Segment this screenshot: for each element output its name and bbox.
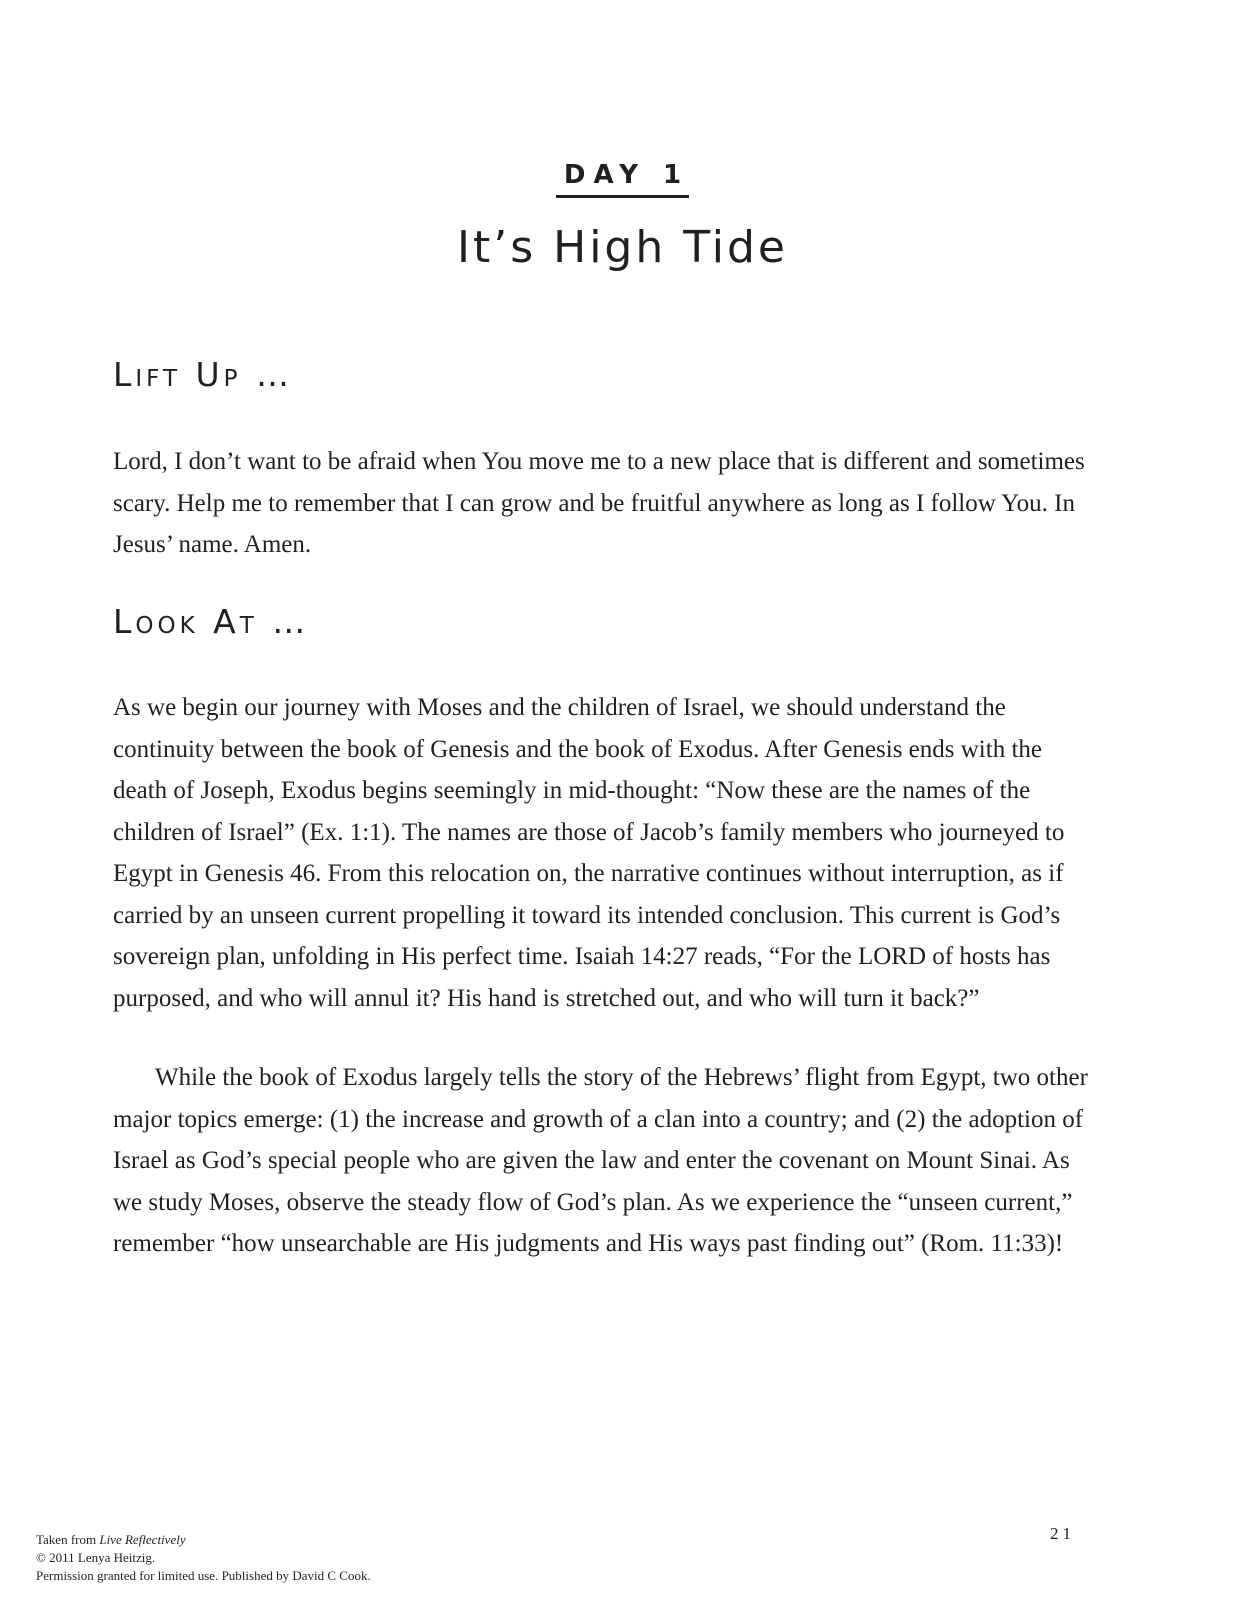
footer-copyright: © 2011 Lenya Heitzig. bbox=[36, 1550, 156, 1565]
day-label-text: DAY 1 bbox=[556, 160, 689, 198]
book-title: Live Reflectively bbox=[99, 1532, 186, 1547]
body-paragraph-1: As we begin our journey with Moses and the children of Israel, we should understand the continuity between the book of Genesis and the book of Exodus. After Genesis ends with the death of Joseph, Exodus begins seemingly in mid-thought: “Now these are the names of the children of Israel” (Ex. 1:1). The names are those of Jacob’s family members who journeyed to Egypt in Genesis 46. From this relocation on, the narrative continues without interruption, as if carried by an unseen current propelling it toward its intended conclusion. This current is God’s sovereign plan, unfolding in His perfect time. Isaiah 14:27 reads, “For the LORD of hosts has purposed, and who will annul it? His hand is stretched out, and who will turn it back?” bbox=[113, 694, 1065, 1012]
section-heading-look-at: Look At … bbox=[113, 602, 310, 641]
footer-permission: Permission granted for limited use. Published by David C Cook. bbox=[36, 1568, 371, 1583]
prayer-paragraph: Lord, I don’t want to be afraid when You move me to a new place that is different and sometimes scary. Help me to remember that I can grow and be fruitful anywhere as long as I follow You. In Jesus’ name. Amen. bbox=[113, 448, 1085, 558]
page-title: It’s High Tide bbox=[457, 222, 788, 273]
footer-credit bbox=[36, 1531, 371, 1585]
body-paragraph-2: While the book of Exodus largely tells the story of the Hebrews’ flight from Egypt, two other major topics emerge: (1) the increase and growth of a clan into a country; and (2) the adoption of Israel as God’s special people who are given the law and enter the covenant on Mount Sinai. As we study Moses, observe the steady flow of God’s plan. As we experience the “unseen current,” remember “how unsearchable are His judgments and His ways past finding out” (Rom. 11:33)! bbox=[113, 1064, 1088, 1257]
section-heading-lift-up: Lift Up … bbox=[113, 355, 294, 394]
day-label bbox=[0, 160, 1245, 198]
footer-source-line: Taken from Live Reflectively bbox=[36, 1532, 186, 1547]
page-number: 21 bbox=[1050, 1524, 1075, 1543]
